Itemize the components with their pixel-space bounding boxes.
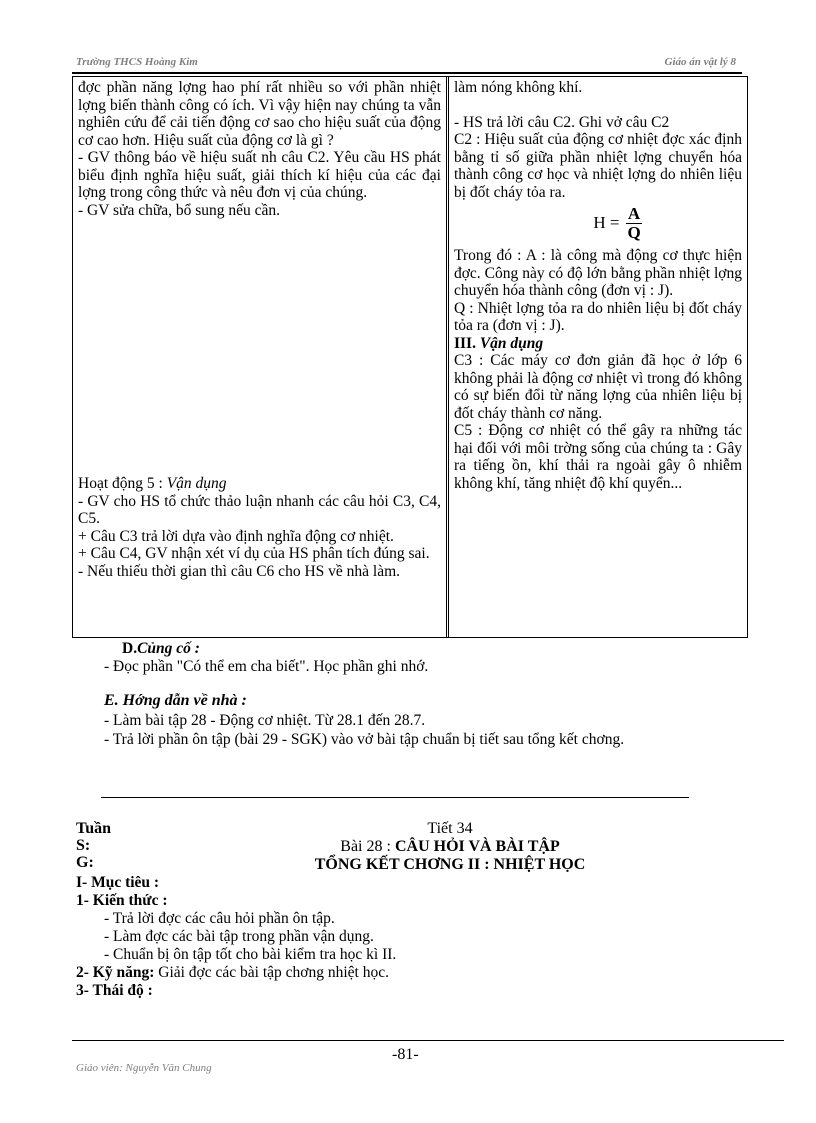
activity-5-block	[78, 475, 441, 580]
formula-numerator: A	[627, 204, 641, 223]
formula-lhs: H =	[593, 213, 620, 233]
skill-heading: 2- Kỹ năng:	[76, 964, 155, 981]
section-e-title: Hớng dẫn về nhà :	[122, 692, 247, 709]
activity-5-heading	[78, 475, 441, 493]
section-d-title: Củng cố :	[137, 640, 200, 657]
lesson-title-text: CÂU HỎI VÀ BÀI TẬP	[394, 838, 560, 855]
formula-denominator: Q	[627, 222, 641, 242]
formula-fraction	[625, 205, 642, 241]
section-iii-heading	[454, 335, 742, 353]
activity-line-2: + Câu C3 trả lời dựa vào định nghĩa động cơ nhiệt.	[78, 527, 394, 545]
skill-line	[76, 964, 389, 981]
objectives-heading: I- Mục tiêu :	[76, 874, 160, 891]
c5-answer: C5 : Động cơ nhiệt có thể gây ra những tác hại đối với môi trờng sống của chúng ta : Gây ra tiếng ồn, khí thải ra ngoài gây ô nhiễm không khí, tăng nhiệt độ khí quyển...	[453, 422, 742, 492]
header-school: Trường THCS Hoàng Kim	[76, 56, 198, 68]
left-para-1: đợc phần năng lợng hao phí rất nhiều so với phần nhiệt lợng biến thành công có ích. Vì vậy hiện nay chúng ta vẫn nghiên cứu để cải tiến động cơ sao cho hiệu suất của động cơ cao hơn. Hiệu suất của động cơ là gì ?	[78, 79, 441, 149]
footer-rule	[72, 1040, 784, 1041]
lesson-subtitle: TỔNG KẾT CHƠNG II : NHIỆT HỌC	[314, 856, 586, 873]
g-label: G:	[76, 854, 94, 871]
s-label: S:	[76, 837, 91, 854]
lesson-prefix: Bài 28 :	[340, 838, 395, 855]
section-e-line-2: - Trả lời phần ôn tập (bài 29 - SGK) vào vở bài tập chuẩn bị tiết sau tổng kết chơng.	[104, 731, 625, 748]
left-para-2: - GV thông báo về hiệu suất nh câu C2. Yêu cầu HS phát biểu định nghĩa hiệu suất, giải thích kí hiệu của các đại lợng trong công thức và nêu đơn vị của chúng.	[78, 149, 441, 201]
attitude-heading: 3- Thái độ :	[76, 982, 153, 999]
activity-title: Vận dụng	[166, 475, 227, 492]
section-d-line: - Đọc phần "Có thể em cha biết". Học phần ghi nhớ.	[104, 658, 429, 675]
lesson-title	[260, 838, 640, 855]
activity-line-1: - GV cho HS tổ chức thảo luận nhanh các câu hỏi C3, C4, C5.	[78, 492, 441, 527]
c3-answer: C3 : Các máy cơ đơn giản đã học ở lớp 6 không phải là động cơ nhiệt vì trong đó không có sự biến đổi từ năng lợng của nhiên liệu bị đốt cháy thành cơ năng.	[453, 352, 742, 422]
c2-answer: C2 : Hiệu suất của động cơ nhiệt đợc xác định bằng tỉ số giữa phần nhiệt lợng chuyển hóa thành công cơ học và nhiệt lợng do nhiên liệu bị đốt cháy tỏa ra.	[453, 131, 742, 201]
student-column	[449, 77, 747, 637]
footer-teacher: Giáo viên: Nguyễn Văn Chung	[76, 1062, 212, 1074]
teacher-column	[73, 77, 449, 637]
header-rule	[72, 72, 742, 74]
lesson-meta	[76, 820, 111, 871]
section-d-label: D.	[122, 640, 138, 657]
section-e-line-1: - Làm bài tập 28 - Động cơ nhiệt. Từ 28.1 đến 28.7.	[104, 712, 426, 729]
knowledge-item-3: - Chuẩn bị ôn tập tốt cho bài kiểm tra học kì II.	[104, 946, 397, 963]
where-q: Q : Nhiệt lợng tỏa ra do nhiên liệu bị đốt cháy tỏa ra (đơn vị : J).	[453, 299, 742, 334]
header-title: Giáo án vật lý 8	[664, 56, 736, 68]
lesson-table	[72, 76, 748, 638]
section-iii-title: Vận dụng	[479, 334, 544, 352]
section-iii-num: III.	[453, 334, 476, 352]
skill-text: Giải đợc các bài tập chơng nhiệt học.	[154, 964, 389, 981]
where-a: Trong đó : A : là công mà động cơ thực hiện đợc. Công này có độ lớn bằng phần nhiệt lợng chuyển hóa thành công (đơn vị : J).	[453, 247, 742, 299]
separator-rule	[101, 797, 689, 798]
knowledge-item-1: - Trả lời đợc các câu hỏi phần ôn tập.	[104, 910, 335, 927]
period-label: Tiết 34	[427, 820, 473, 837]
knowledge-item-2: - Làm đợc các bài tập trong phần vận dụng.	[104, 928, 374, 945]
knowledge-heading: 1- Kiến thức :	[76, 892, 168, 909]
right-line-1: làm nóng không khí.	[453, 79, 583, 96]
section-d-heading	[122, 640, 200, 658]
efficiency-formula	[494, 205, 742, 241]
c2-intro: - HS trả lời câu C2. Ghi vở câu C2	[453, 113, 670, 131]
section-e-label: E.	[104, 692, 119, 709]
activity-line-3: + Câu C4, GV nhận xét ví dụ của HS phân tích đúng sai.	[78, 545, 430, 562]
section-e-heading	[104, 692, 247, 710]
week-label: Tuần	[76, 820, 111, 837]
page-number: -81-	[392, 1046, 419, 1063]
activity-line-4: - Nếu thiếu thời gian thì câu C6 cho HS về nhà làm.	[78, 562, 401, 580]
left-para-3: - GV sửa chữa, bổ sung nếu cần.	[78, 201, 281, 219]
activity-prefix: Hoạt động 5 :	[78, 475, 167, 492]
